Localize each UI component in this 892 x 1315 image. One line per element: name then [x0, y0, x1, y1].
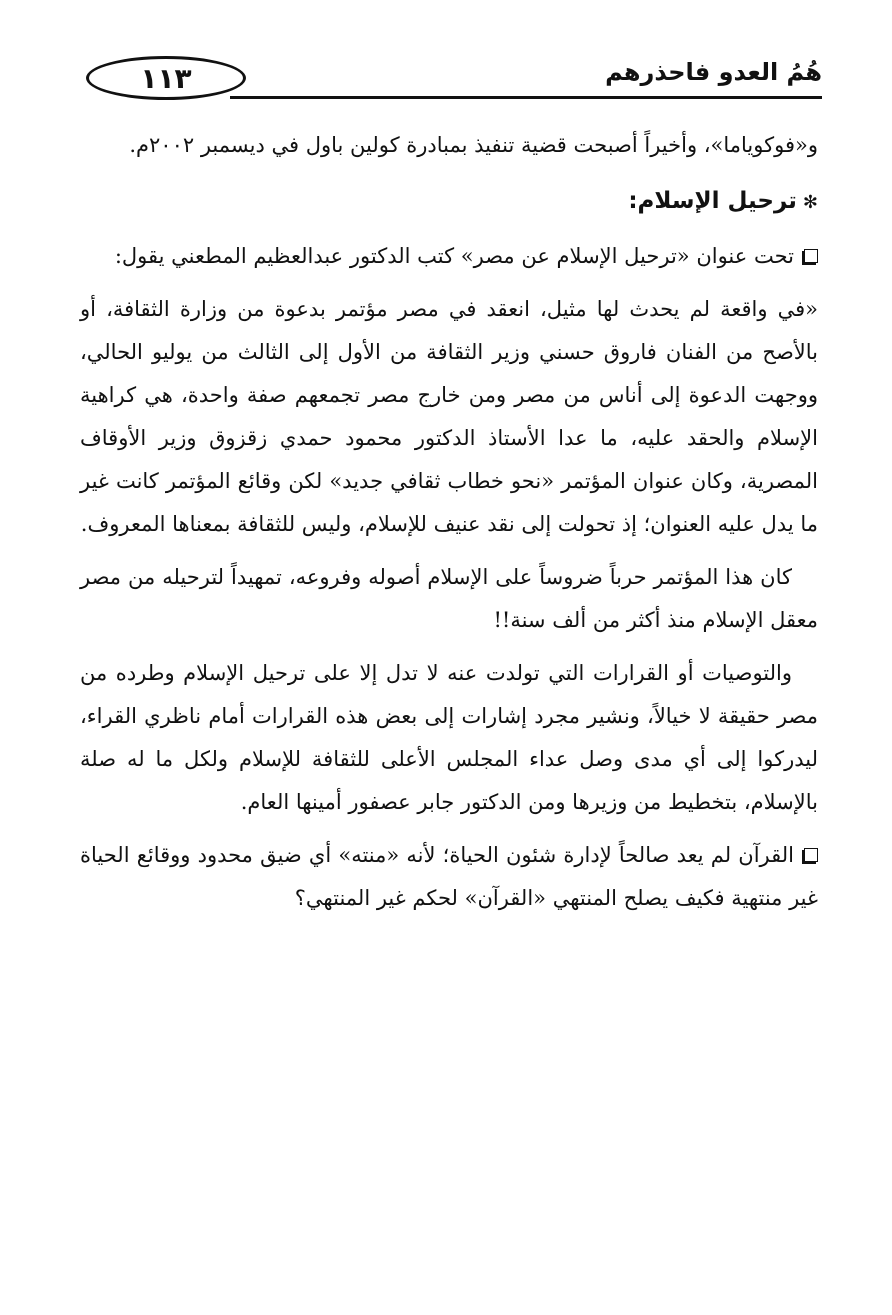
header-rule: [230, 96, 822, 99]
page-number: ١١٣: [86, 56, 246, 100]
paragraph-recommendations: والتوصيات أو القرارات التي تولدت عنه لا تدل إلا على ترحيل الإسلام وطرده من مصر حقيقة لا خيالاً، ونشير مجرد إشارات إلى بعض هذه القرارات أمام ناظري القراء، ليدركوا إلى أي مدى وصل عداء المجلس الأعلى للثقافة للإسلام ولكل ما له صلة بالإسلام، بتخطيط من وزيرها ومن الدكتور جابر عصفور أمينها العام.: [80, 661, 818, 814]
box-bullet-icon: [804, 848, 818, 862]
paragraph-intro: [80, 235, 818, 278]
page-content: [80, 124, 818, 930]
asterisk-bullet-icon: ✻: [802, 192, 818, 213]
section-heading: [80, 181, 818, 223]
running-title: هُمُ العدو فاحذرهم: [605, 58, 822, 86]
paragraph-intro-text: تحت عنوان «ترحيل الإسلام عن مصر» كتب الدكتور عبدالعظيم المطعني يقول:: [114, 244, 794, 268]
paragraph-continuation: و«فوكوياما»، وأخيراً أصبحت قضية تنفيذ بمبادرة كولين باول في ديسمبر ٢٠٠٢م.: [129, 133, 818, 157]
page-header: [80, 52, 822, 106]
box-bullet-icon: [804, 249, 818, 263]
section-heading-text: ترحيل الإسلام:: [628, 188, 797, 214]
paragraph-quran: [80, 834, 818, 920]
paragraph-quran-text: القرآن لم يعد صالحاً لإدارة شئون الحياة؛ لأنه «منته» أي ضيق محدود ووقائع الحياة غير منتهية فكيف يصلح المنتهي «القرآن» لحكم غير المنتهي؟: [80, 843, 818, 910]
paragraph-conference: كان هذا المؤتمر حرباً ضروساً على الإسلام أصوله وفروعه، تمهيداً لترحيله من مصر معقل الإسلام منذ أكثر من ألف سنة!!: [80, 565, 818, 632]
paragraph-quote: «في واقعة لم يحدث لها مثيل، انعقد في مصر مؤتمر بدعوة من وزارة الثقافة، أو بالأصح من الفنان فاروق حسني وزير الثقافة من الأول إلى الثالث من يوليو الحالي، ووجهت الدعوة إلى أناس من مصر ومن خارج مصر تجمعهم صفة واحدة، هي كراهية الإسلام والحقد عليه، ما عدا الأستاذ الدكتور محمود حمدي زقزوق وزير الأوقاف المصرية، وكان عنوان المؤتمر «نحو خطاب ثقافي جديد» لكن وقائع المؤتمر كانت غير ما يدل عليه العنوان؛ إذ تحولت إلى نقد عنيف للإسلام، وليس للثقافة بمعناها المعروف.: [80, 297, 818, 536]
